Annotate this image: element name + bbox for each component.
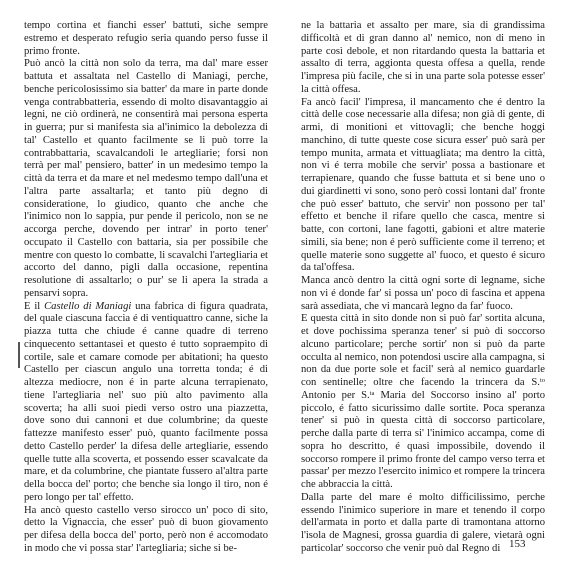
italic-name: Castello di Maniagi — [44, 300, 132, 312]
paragraph: Dalla parte del mare é molto difficilissimo, perche essendo l'inimico superiore in mare et tenendo il corpo dell'armata in porto et dalla parte di tramontana attorno l'isola de Magnesi, grossa guardia di galere, vietarà ogni particolar' soccorso che venir può dal Regno di — [301, 491, 545, 554]
paragraph: Manca ancò dentro la città ogni sorte di legname, siche non vi é donde far' si possa un' poco di fascina et appena sarà assediata, che vi mancarà legno da far' fuoco. — [301, 275, 545, 312]
page-number: 153 — [509, 538, 526, 550]
margin-mark — [18, 342, 20, 368]
paragraph: ne la battaria et assalto per mare, sia di grandissima difficoltà et di gran danno al' nemico, non di meno in parte così debole, et non ritardando questa la battaria et assalto di terra, aggionta questa offesa a quella, rende l'impresa più facile, che si in una parte sola potesse esser' la città offesa. — [301, 20, 545, 95]
paragraph: E questa città in sito donde non si può far' sortita alcuna, et dove pochissima speranza tener' si può di soccorso alcuno particolare; perche sortir' non si può da parte occulta al nemico, non potendosi uscire alla campagna, si non da due porte sole et facil' serà al nemico guardarle con sentinelle; oltre che facendo la trincera da S.ᵗᵒ Antonio per S.ᵗᵃ Maria del Soccorso insino al' porto piccolo, é fatto sicurissimo dalle sortite. Poca speranza tener' si può in questa città di soccorso particolare, perche dalla parte di terra si' l'inimico accampa, come di sopra ho descritto, é quasi impossibile, dovendo il soccorso rompere il primo fronte del campo verso terra et passar' per mezzo l'esercito inimico et rompere la trincera che abbraccia la città. — [301, 313, 545, 490]
paragraph: Può ancò la città non solo da terra, ma dal' mare esser battuta et assaltata nel Castello di Maniagi, perche, benche pericolosissimo sia batter' da mare in parte donde venga contrabbatteria, essendo di molto disavantaggio ai legni, ne ciò ordinerà, ne consentirà mai persona esperta in guerra; pur si manifesta sia al'inimico la debolezza di tal' Castello et quanto facilmente se li può torre la contrabbattaria, scavalcandoli le artegliarie; forsi non terrà per mal' pensiero, batter' in un medesimo tempo la città da terra et da mare et nel medesmo tempo dall'una et l'altra parte assaltarla; et tanto più degno di consideratione, lo giudico, quanto che anche che l'inimico non lo sappia, pur pende il pericolo, non se ne accorga perche, dovendo per intrar' in porto tener' occupato il Castello con battaria, sia per possibile che mentre con questo lo combatte, li scavalchi l'artegliaria et accorto del danno, pigli dalla occasione, repentina resolutione di assaltarlo; o pur' se li apera la strada a pensarvi sopra. — [24, 58, 268, 299]
paragraph: Fa ancò facil' l'impresa, il mancamento che é dentro la città delle cose necessarie alla difesa; non già di gente, di armi, di monitioni et vittovagli; che benche hoggi manchino, di tutte queste cose sicura esser' può sarà per tempo munita, armata et vittuagliata; ma dentro la città, non vi é terra mobile che servir' possa a bastionare et terrapienare, quando che fusse battuta et si bene uno o dui giardinetti vi sono, sono però cossi lontani dal' fronte che può esser' battuto, che servir' non possono per tal' effetto et benche il rifare quello che casca, mentre si batte, con cortoni, lane fagotti, gabioni et altre materie simili, sia bene; non é però sufficiente come il terreno; et quelle materie sono suggette al' fuoco, et questo é sicuro da tal'offesa. — [301, 96, 545, 274]
paragraph: tempo cortina et fianchi esser' battuti, siche sempre estremo et desperato refugio seria quando perso fusse il primo fronte. — [24, 20, 268, 57]
right-column — [301, 20, 545, 556]
paragraph: Ha ancò questo castello verso sirocco un' poco di sito, detto la Vignaccia, che esser' può di buon giovamento per difesa della bocca del' porto, però non é accomodato in modo che vi possa star' l'artegliaria; siche si be- — [24, 504, 268, 554]
left-column — [24, 20, 268, 556]
paragraph: E il Castello di Maniagi una fabrica di figura quadrata, del quale ciascuna faccia é di ventiquattro canne, siche la piazza tutta che chiude é canne quadre di terreno cinquecento settantasei et questo é tutto sopraempito di cortile, sale et camare comode per abitationi; ha questo Castello per ciascun angulo una torretta tonda; é di altezza mediocre, non é in parte alcuna terrapienato, tiene l'artegliaria nel' suo più alto pavimento alla scoverta; ha alli suoi piedi verso ostro una piazzetta, dove sono dui cannoni et due columbrine; da queste fattezze manifesto esser' può, quanto facilmente possa detto Castello perder' la difesa delle artegliarie, essendo quelle tutte alla scoverta, et possendo esser scavalcate da mare, et da columbrine, che piantate fussero al'altra parte della bocca del' porto; che benche sia longo il tiro, non é pero longo per tal' effetto. — [24, 300, 269, 503]
